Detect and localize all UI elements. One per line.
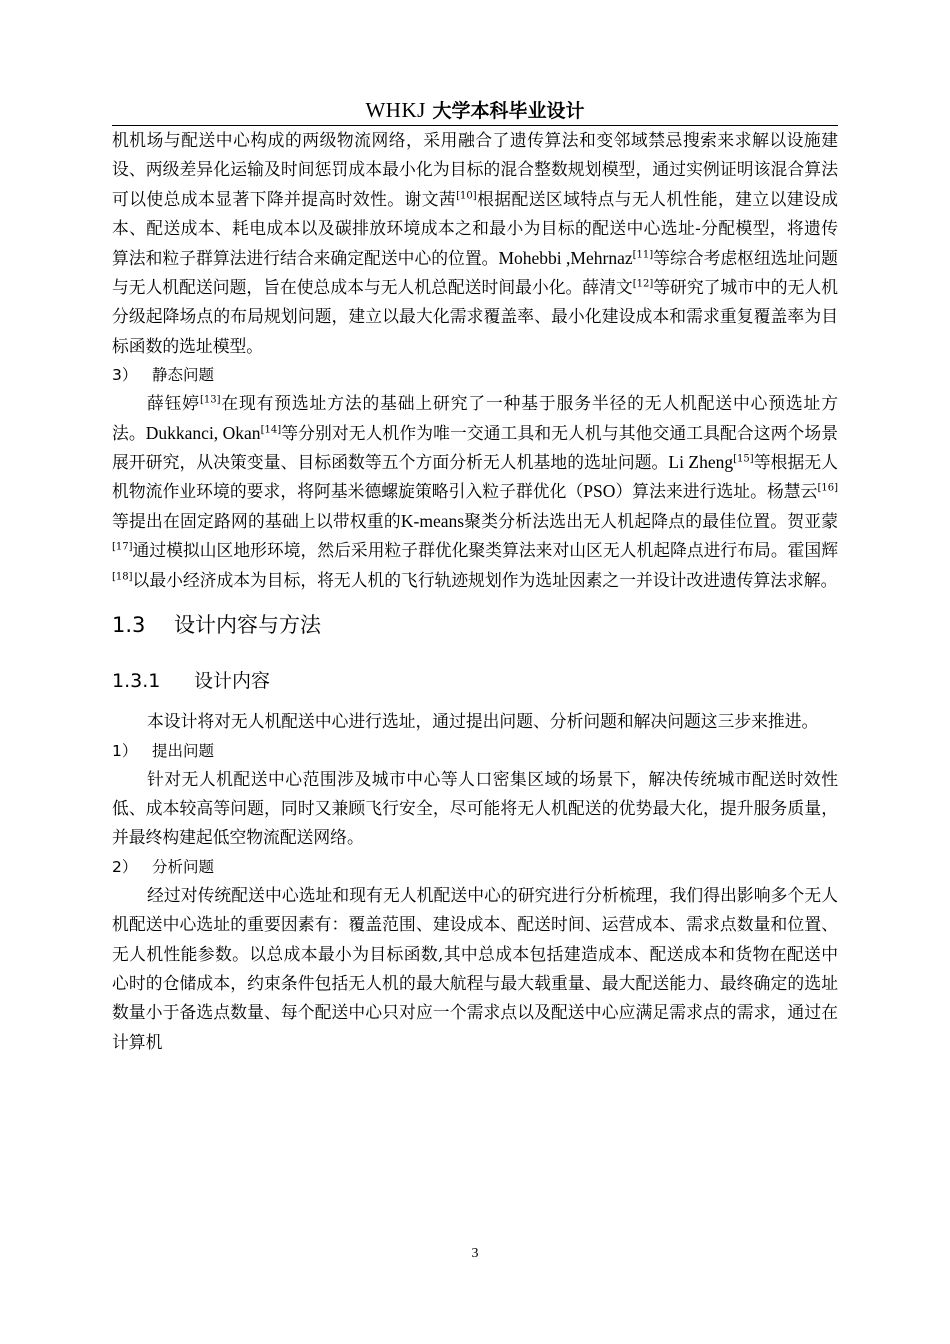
citation: [18]	[112, 571, 133, 583]
text-run: 薛钰婷	[147, 393, 200, 414]
text-run: 等提出在固定路网的基础上以带权重的	[112, 510, 401, 531]
list-label: 静态问题	[152, 366, 215, 385]
header-title: 大学本科毕业设计	[432, 100, 585, 122]
header-code: WHKJ	[365, 98, 426, 122]
page-number: 3	[471, 1246, 479, 1261]
section-heading	[112, 595, 838, 655]
text-run: 等研究了城市中的无人机分级起降场点的布局规划问题，建立以最大化需求覆盖率、最小化建设成本和需求重复覆盖率为目标函数的选址模型。	[112, 277, 838, 356]
text-run: 通过模拟山区地形环境，然后采用粒子群优化聚类算法来对山区无人机起降点进行布局。霍国辉	[132, 540, 838, 561]
list-item-analyze-problem	[112, 853, 838, 881]
list-item-raise-problem	[112, 737, 838, 765]
paragraph-2	[112, 389, 838, 595]
acronym: PSO	[583, 481, 616, 502]
citation: [13]	[199, 394, 221, 406]
citation: [10]	[456, 190, 477, 202]
subsection-title: 设计内容	[194, 670, 271, 693]
subsection-heading	[112, 655, 838, 707]
author-name: Li Zheng	[668, 452, 734, 473]
citation: [11]	[632, 249, 654, 261]
list-number: 3）	[112, 366, 138, 385]
author-name: Dukkanci, Okan	[145, 422, 261, 443]
list-label: 提出问题	[152, 741, 215, 760]
text-run: 根据配送区域特点与无人机性能，建立以建设成本、配送成本、耗电成本以及碳排放环境成本之和最小为目标的配送中心选址-分配模型，将遗传算法和粒子群算法进行结合来确定配送中心的位置。	[112, 188, 838, 268]
page-header	[0, 96, 950, 125]
text-run: 聚类分析法选出无人机起降点的最佳位置。贺亚蒙	[464, 510, 838, 531]
term: K-means	[400, 510, 465, 531]
paragraph-5: 经过对传统配送中心选址和现有无人机配送中心的研究进行分析梳理，我们得出影响多个无人机配送中心选址的重要因素有：覆盖范围、建设成本、配送时间、运营成本、需求点数量和位置、无人机性能参数。以总成本最小为目标函数,其中总成本包括建造成本、配送成本和货物在配送中心时的仓储成本，约束条件包括无人机的最大航程与最大载重量、最大配送能力、最终确定的选址数量小于备选点数量、每个配送中心只对应一个需求点以及配送中心应满足需求点的需求，通过在计算机	[112, 884, 838, 1052]
subsection-number: 1.3.1	[112, 670, 161, 693]
citation: [17]	[112, 541, 133, 553]
text-run: 等综合考虑枢纽选址问题与无人机配送问题，旨在使总成本与无人机总配送时间最小化。薛清文	[112, 247, 838, 298]
text-run: 机机场与配送中心构成的两级物流网络，采用融合了遗传算法和变邻域禁忌搜索来求解以设施建设、两级差异化运输及时间惩罚成本最小化为目标的混合整数规划模型，通过实例证明该混合算法可以使总成本显著下降并提高时效性。谢文茜	[112, 130, 838, 209]
list-item-static-problem	[112, 361, 838, 389]
paragraph-3: 本设计将对无人机配送中心进行选址，通过提出问题、分析问题和解决问题这三步来推进。	[147, 711, 819, 732]
paragraph-1	[112, 126, 838, 361]
page-body	[112, 126, 838, 1057]
text-run: 等根据无人机物流作业环境的要求，将阿基米德螺旋策略引入粒子群优化（	[112, 452, 838, 502]
author-name: Mohebbi ,Mehrnaz	[498, 247, 633, 268]
paragraph-4: 针对无人机配送中心范围涉及城市中心等人口密集区域的场景下，解决传统城市配送时效性低、成本较高等问题，同时又兼顾飞行安全，尽可能将无人机配送的优势最大化，提升服务质量，并最终构建起低空物流配送网络。	[112, 768, 838, 848]
citation: [14]	[260, 424, 282, 436]
text-run: 等分别对无人机作为唯一交通工具和无人机与其他交通工具配合这两个场景展开研究，从决策变量、目标函数等五个方面分析无人机基地的选址问题。	[112, 422, 838, 473]
text-run: 以最小经济成本为目标，将无人机的飞行轨迹规划作为选址因素之一并设计改进遗传算法求解。	[132, 569, 838, 590]
citation: [12]	[632, 278, 654, 290]
list-number: 2）	[112, 857, 138, 876]
section-title: 设计内容与方法	[174, 613, 321, 638]
text-run: 在现有预选址方法的基础上研究了一种基于服务半径的无人机配送中心预选址方法。	[112, 393, 838, 443]
list-label: 分析问题	[152, 857, 215, 876]
citation: [15]	[733, 453, 754, 465]
text-run: ）算法来进行选址。杨慧云	[615, 481, 818, 502]
citation: [16]	[817, 482, 838, 494]
section-number: 1.3	[112, 613, 146, 638]
list-number: 1）	[112, 741, 138, 760]
